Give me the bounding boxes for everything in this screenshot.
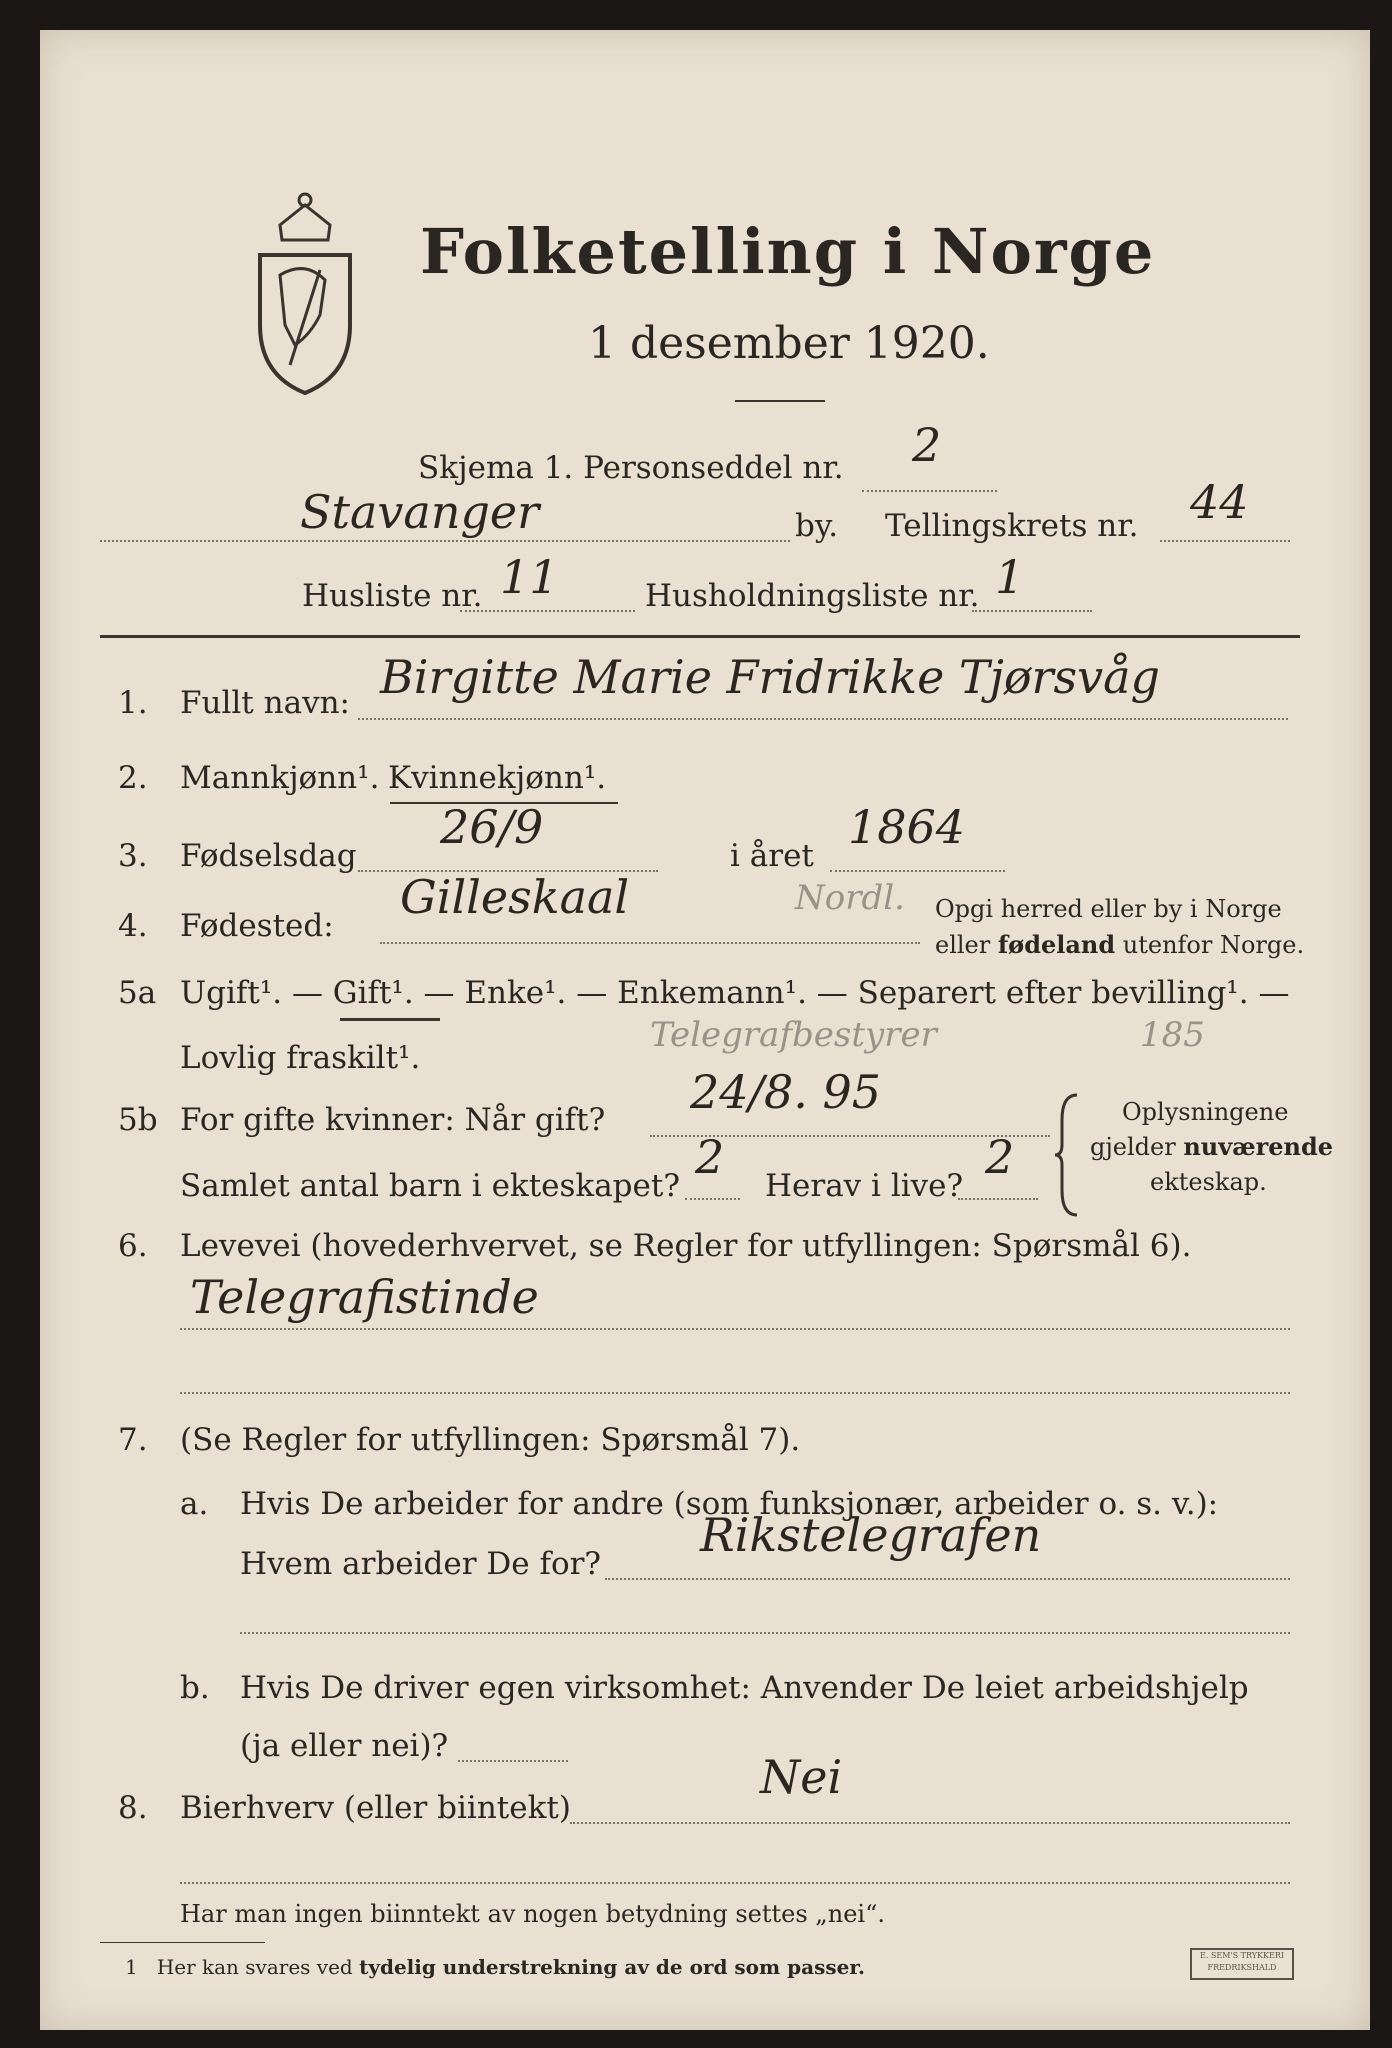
q6-line1 xyxy=(180,1328,1290,1330)
schema-label: Skjema 1. Personseddel nr. xyxy=(418,450,844,486)
q3-year-label: i året xyxy=(730,838,814,874)
q1-label: Fullt navn: xyxy=(180,685,350,721)
q5b-note-line2: gjelder nuværende xyxy=(1090,1132,1334,1161)
household-list-label: Husholdningsliste nr. xyxy=(645,578,980,614)
q5b-number: 5b xyxy=(118,1102,158,1138)
q6-label: Levevei (hovederhvervet, se Regler for utfyllingen: Spørsmål 6). xyxy=(180,1228,1192,1264)
q7-label: (Se Regler for utfyllingen: Spørsmål 7). xyxy=(180,1422,801,1458)
q6-number: 6. xyxy=(118,1228,148,1264)
q8-line xyxy=(570,1822,1290,1824)
q3-label: Fødselsdag xyxy=(180,838,357,874)
q5b-children-line xyxy=(685,1198,740,1200)
district-line xyxy=(1160,540,1290,542)
q8-line2 xyxy=(180,1882,1290,1884)
q5b-alive-value[interactable]: 2 xyxy=(985,1130,1015,1184)
q3-year-value[interactable]: 1864 xyxy=(848,800,966,854)
q5a-options[interactable]: Ugift¹. — Gift¹. — Enke¹. — Enkemann¹. — Separert efter bevilling¹. — xyxy=(180,975,1290,1011)
q8-value[interactable]: Nei xyxy=(760,1750,843,1804)
q6-value[interactable]: Telegrafistinde xyxy=(190,1270,539,1324)
q7a-letter: a. xyxy=(180,1486,209,1522)
household-list-value[interactable]: 1 xyxy=(995,550,1025,604)
header-divider xyxy=(100,635,1300,638)
q4-hint-line1: Opgi herred eller by i Norge xyxy=(935,895,1282,923)
q7b-label: (ja eller nei)? xyxy=(240,1728,449,1764)
city-value[interactable]: Stavanger xyxy=(300,485,540,539)
q5b-note-line1: Oplysningene xyxy=(1122,1098,1289,1126)
q5b-label: For gifte kvinner: Når gift? xyxy=(180,1102,606,1138)
q7a-line2 xyxy=(240,1632,1290,1634)
q7-number: 7. xyxy=(118,1422,148,1458)
q5b-married-value[interactable]: 24/8. 95 xyxy=(690,1065,882,1119)
house-list-label: Husliste nr. xyxy=(302,578,483,614)
q4-line xyxy=(380,942,920,944)
q5b-children-value[interactable]: 2 xyxy=(695,1130,725,1184)
q2-number: 2. xyxy=(118,760,148,796)
footnote-divider xyxy=(100,1942,265,1943)
city-line xyxy=(100,540,790,542)
q7a-line xyxy=(605,1578,1290,1580)
q5b-note-line3: ekteskap. xyxy=(1150,1168,1267,1196)
form-title: Folketelling i Norge xyxy=(420,215,1156,288)
q1-value[interactable]: Birgitte Marie Fridrikke Tjørsvåg xyxy=(380,650,1161,704)
q4-label: Fødested: xyxy=(180,908,334,944)
q8-number: 8. xyxy=(118,1790,148,1826)
q7b-line xyxy=(458,1760,568,1762)
q6-line2 xyxy=(180,1392,1290,1394)
district-value[interactable]: 44 xyxy=(1190,475,1249,529)
q2-female-option[interactable]: Kvinnekjønn¹. xyxy=(388,760,607,796)
q5a-number: 5a xyxy=(118,975,157,1011)
city-suffix-label: by. xyxy=(795,508,839,544)
brace-icon xyxy=(1052,1090,1082,1220)
q7b-letter: b. xyxy=(180,1670,210,1706)
q7a-question: Hvis De arbeider for andre (som funksjonær, arbeider o. s. v.): xyxy=(240,1486,1219,1522)
footnote: 1 Her kan svares ved tydelig understrekning av de ord som passer. xyxy=(125,1955,865,1979)
q7b-question: Hvis De driver egen virksomhet: Anvender De leiet arbeidshjelp xyxy=(240,1670,1249,1706)
title-divider xyxy=(735,400,825,402)
district-label: Tellingskrets nr. xyxy=(885,508,1139,544)
coat-of-arms-icon xyxy=(250,165,360,400)
q4-hint-line2: eller fødeland utenfor Norge. xyxy=(935,930,1305,959)
q5a-married-underline xyxy=(340,1018,440,1021)
q4-annotation: Nordl. xyxy=(795,878,905,918)
person-number-value[interactable]: 2 xyxy=(912,418,942,472)
q5b-alive-label: Herav i live? xyxy=(765,1168,964,1204)
person-number-line xyxy=(862,490,997,492)
q4-value[interactable]: Gilleskaal xyxy=(400,870,630,924)
q1-line xyxy=(358,718,1288,720)
q3-date-value[interactable]: 26/9 xyxy=(440,800,544,854)
census-form-sheet xyxy=(40,30,1370,2030)
house-list-line xyxy=(460,610,635,612)
q8-note: Har man ingen biinntekt av nogen betydning settes „nei“. xyxy=(180,1900,885,1928)
q5a-annotation: Telegrafbestyrer xyxy=(650,1015,937,1055)
q5a-code: 185 xyxy=(1140,1015,1205,1055)
household-list-line xyxy=(972,610,1092,612)
q5b-alive-line xyxy=(958,1198,1038,1200)
q7a-label: Hvem arbeider De for? xyxy=(240,1546,602,1582)
q3-year-line xyxy=(830,870,1005,872)
q5a-divorced-option[interactable]: Lovlig fraskilt¹. xyxy=(180,1040,421,1076)
q5b-children-label: Samlet antal barn i ekteskapet? xyxy=(180,1168,680,1204)
printer-stamp: E. SEM'S TRYKKERI FREDRIKSHALD xyxy=(1190,1948,1294,1980)
house-list-value[interactable]: 11 xyxy=(500,550,559,604)
form-date: 1 desember 1920. xyxy=(588,318,990,369)
q3-number: 3. xyxy=(118,838,148,874)
q7a-value[interactable]: Rikstelegrafen xyxy=(700,1508,1042,1562)
q2-male-option[interactable]: Mannkjønn¹. xyxy=(180,760,380,796)
q4-number: 4. xyxy=(118,908,148,944)
q1-number: 1. xyxy=(118,685,148,721)
q8-label: Bierhverv (eller biintekt) xyxy=(180,1790,571,1826)
